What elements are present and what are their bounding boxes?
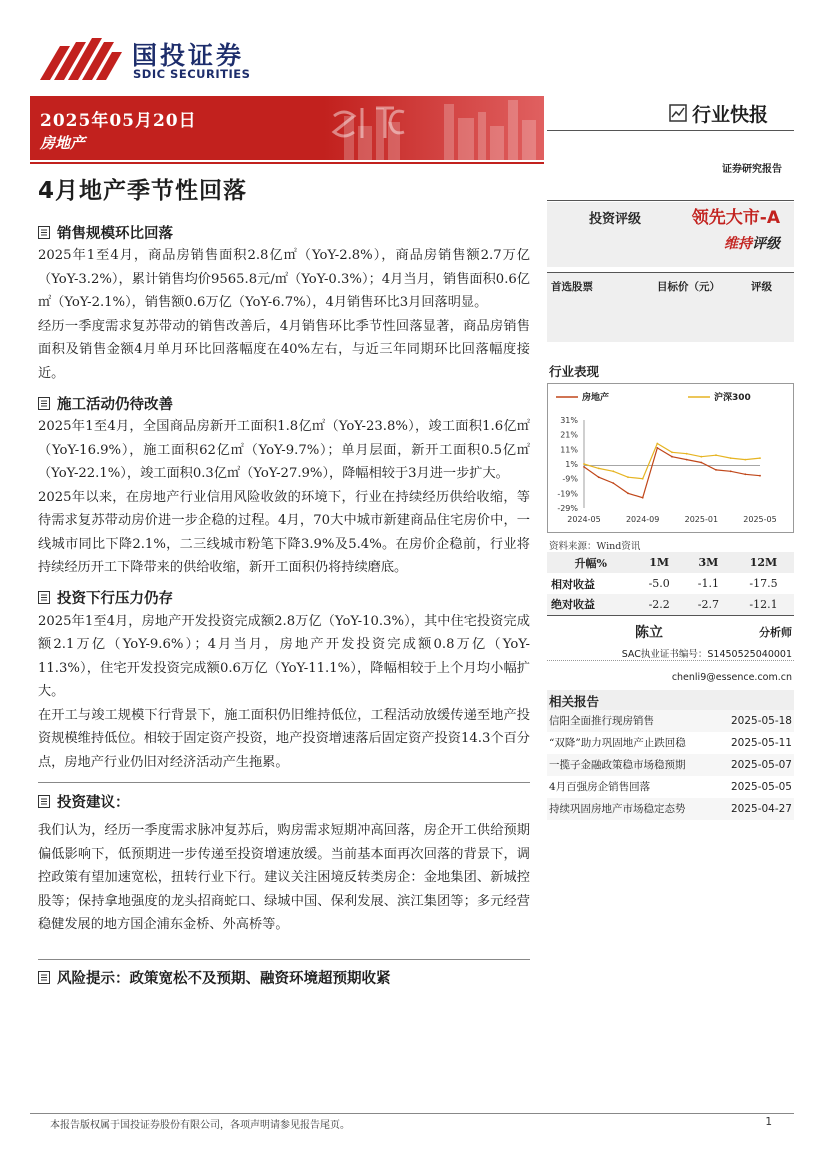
data-point bbox=[686, 459, 688, 461]
chart-source: 资料来源：Wind资讯 bbox=[549, 541, 641, 552]
data-point bbox=[730, 457, 732, 459]
section-heading-text: 施工活动仍待改善 bbox=[57, 396, 173, 413]
data-point bbox=[759, 457, 761, 459]
section-heading-text: 销售规模环比回落 bbox=[57, 225, 173, 242]
logo-english-name: SDIC SECURITIES bbox=[133, 67, 251, 81]
performance-chart bbox=[547, 383, 794, 533]
y-tick-label: -29% bbox=[557, 504, 578, 513]
y-tick-label: 11% bbox=[560, 445, 578, 455]
data-point bbox=[700, 462, 702, 464]
rating-panel-rule bbox=[547, 200, 794, 201]
x-tick-label: 2024-09 bbox=[625, 515, 660, 524]
line-chart-icon bbox=[669, 104, 687, 122]
paragraph: 经历一季度需求复苏带动的销售改善后，4月销售环比季节性回落显著，商品房销售面积及销售金额4月单月环比回落幅度在40%左右，与近三年同期环比回落幅度接近。 bbox=[38, 318, 530, 381]
table-row bbox=[547, 573, 794, 594]
y-tick-label: 21% bbox=[560, 430, 578, 440]
data-point bbox=[598, 476, 600, 478]
page-number: 1 bbox=[765, 1116, 772, 1128]
row-label: 相对收益 bbox=[551, 577, 595, 591]
table-cell: -2.7 bbox=[684, 594, 733, 615]
data-point bbox=[656, 443, 658, 445]
y-tick-label: 31% bbox=[560, 416, 578, 425]
section-heading-sales bbox=[38, 220, 530, 244]
analyst-email: chenli9@essence.com.cn bbox=[671, 672, 792, 683]
data-point bbox=[744, 473, 746, 475]
paragraph: 2025年1至4月，全国商品房新开工面积1.8亿㎡（YoY-23.8%），竣工面积1.6亿㎡（YoY-16.9%），施工面积62亿㎡（YoY-9.7%）；单月层面，新开工面积0.5亿㎡（YoY-22.1%），竣工面积0.3亿㎡（YoY-27.9%），降幅相较于3月进一步扩大。 bbox=[38, 419, 530, 481]
rating-status-suffix: 评级 bbox=[752, 236, 780, 252]
legend-label: 房地产 bbox=[582, 393, 610, 403]
table-cell: -12.1 bbox=[733, 594, 794, 615]
picks-column-stock: 首选股票 bbox=[551, 281, 593, 293]
section-heading-advice bbox=[38, 789, 530, 813]
report-kind: 证券研究报告 bbox=[722, 164, 782, 175]
footer-disclaimer: 本报告版权属于国投证券股份有限公司，各项声明请参见报告尾页。 bbox=[50, 1120, 350, 1131]
x-tick-label: 2025-01 bbox=[684, 515, 719, 524]
section-divider bbox=[38, 782, 530, 783]
data-point bbox=[612, 470, 614, 472]
table-cell: -5.0 bbox=[648, 577, 670, 590]
data-point bbox=[744, 459, 746, 461]
performance-title: 行业表现 bbox=[547, 360, 794, 384]
report-type-text: 行业快报 bbox=[692, 104, 769, 126]
data-point bbox=[700, 456, 702, 458]
table-header: 3M bbox=[684, 552, 733, 573]
logo-stripes-icon bbox=[40, 36, 122, 80]
data-point bbox=[671, 456, 673, 458]
data-point bbox=[627, 476, 629, 478]
table-cell: -1.1 bbox=[697, 577, 719, 590]
related-report-item[interactable] bbox=[547, 798, 794, 820]
section-heading-investment bbox=[38, 586, 530, 610]
x-tick-label: 2024-05 bbox=[567, 515, 601, 524]
report-sector: 房地产 bbox=[40, 134, 86, 152]
paragraph: 2025年以来，在房地产行业信用风险收敛的环境下，行业在持续经历供给收缩，等待需求复苏带动房价进一步企稳的过程。4月，70大中城市新建商品住宅房价中，一线城市同比下降2.1%，二三线城市粉笔下降3.9%及5.4%。在房价企稳前，行业将持续经历开工下降带来的供给收缩，新开工面积仍将持续磨底。 bbox=[38, 489, 530, 575]
table-cell: -2.2 bbox=[635, 594, 684, 615]
y-tick-label: -9% bbox=[562, 474, 578, 484]
table-header-row bbox=[547, 552, 794, 573]
related-report-name: 持续巩固房地产市场稳定态势 bbox=[549, 803, 686, 815]
table-header: 升幅% bbox=[547, 552, 635, 573]
table-header: 12M bbox=[733, 552, 794, 573]
related-report-item[interactable] bbox=[547, 754, 794, 776]
section-heading-construction bbox=[38, 391, 530, 415]
data-point bbox=[642, 478, 644, 480]
document-icon bbox=[38, 591, 50, 604]
banner-skyline-decoration bbox=[324, 96, 544, 160]
data-point bbox=[627, 492, 629, 494]
y-tick-label: 1% bbox=[565, 460, 578, 469]
analyst-certificate: SAC执业证书编号：S1450525040001 bbox=[621, 649, 792, 660]
data-point bbox=[642, 497, 644, 499]
rating-label: 投资评级 bbox=[589, 212, 642, 227]
series-line bbox=[584, 448, 760, 498]
analyst-divider bbox=[547, 660, 794, 661]
company-logo bbox=[40, 34, 270, 82]
footer-divider bbox=[30, 1113, 794, 1114]
related-reports-title: 相关报告 bbox=[547, 690, 794, 714]
related-report-date: 2025-04-27 bbox=[730, 803, 792, 815]
related-report-name: 4月百强房企销售回落 bbox=[549, 781, 651, 793]
section-spacer bbox=[38, 937, 530, 951]
report-type-underline bbox=[547, 130, 794, 131]
paragraph: 我们认为，经历一季度需求脉冲复苏后，购房需求短期冲高回落，房企开工供给预期偏低影响下，低预期进一步传递至投资增速放缓。当前基本面再次回落的背景下，调控政策有望加速宽松，扭转行业下行。建议关注困境反转类房企：金地集团、新城控股等；保持拿地强度的龙头招商蛇口、绿城中国、保利发展、滨江集团等；多元经营稳健发展的地方国企浦东金桥、外高桥等。 bbox=[38, 823, 530, 932]
related-report-date: 2025-05-07 bbox=[730, 759, 792, 771]
banner-underline bbox=[30, 162, 544, 164]
data-point bbox=[686, 453, 688, 455]
data-point bbox=[671, 451, 673, 453]
related-report-item[interactable] bbox=[547, 776, 794, 798]
rating-status bbox=[724, 233, 780, 253]
legend-label: 沪深300 bbox=[714, 393, 751, 403]
document-icon bbox=[38, 397, 50, 410]
related-report-name: 信阳全面推行现房销售 bbox=[549, 715, 654, 727]
paragraph: 在开工与竣工规模下行背景下，施工面积仍旧维持低位，工程活动放缓传递至地产投资规模维持低位。相较于固定资产投资，地产投资增速落后固定资产投资14.3个百分点，房地产行业仍旧对经济活动产生拖累。 bbox=[38, 707, 530, 770]
section-divider bbox=[38, 959, 530, 960]
related-report-date: 2025-05-18 bbox=[730, 715, 792, 727]
document-icon bbox=[38, 971, 50, 984]
paragraph: 2025年1至4月，商品房销售面积2.8亿㎡（YoY-2.8%），商品房销售额2.7万亿（YoY-3.2%），累计销售均价9565.8元/㎡（YoY-0.3%）；4月当月，销售面积0.6亿㎡（YoY-2.1%），销售额0.6万亿（YoY-6.7%），4月销售环比3月回落明显。 bbox=[38, 248, 530, 310]
data-point bbox=[583, 463, 585, 465]
page-title: 4月地产季节性回落 bbox=[38, 178, 248, 204]
series-line bbox=[584, 444, 760, 479]
data-point bbox=[715, 469, 717, 471]
report-body bbox=[38, 220, 530, 990]
rating-panel-top bbox=[547, 182, 794, 202]
data-point bbox=[598, 468, 600, 470]
related-report-name: 一揽子金融政策稳市场稳预期 bbox=[549, 759, 686, 771]
table-cell: -17.5 bbox=[749, 577, 778, 590]
logo-chinese-name: 国投证券 bbox=[132, 41, 245, 70]
data-point bbox=[583, 466, 585, 468]
related-report-name: “双降”助力巩固地产止跌回稳 bbox=[549, 737, 686, 749]
section-heading-text: 风险提示：政策宽松不及预期、融资环境超预期收紧 bbox=[57, 971, 391, 987]
section-heading-text: 投资下行压力仍存 bbox=[57, 591, 173, 607]
section-heading-risk bbox=[38, 966, 530, 990]
rating-status-keyword: 维持 bbox=[724, 236, 752, 252]
related-report-date: 2025-05-05 bbox=[730, 781, 792, 793]
related-report-item[interactable] bbox=[547, 710, 794, 732]
analyst-role: 分析师 bbox=[759, 626, 792, 639]
document-icon bbox=[38, 226, 50, 239]
data-point bbox=[759, 475, 761, 477]
report-date: 2025年05月20日 bbox=[40, 111, 197, 131]
performance-table bbox=[547, 552, 794, 616]
section-heading-text: 投资建议： bbox=[57, 794, 130, 811]
date-banner bbox=[30, 96, 544, 160]
row-label: 绝对收益 bbox=[547, 594, 635, 615]
report-type-label bbox=[664, 98, 794, 128]
y-tick-label: -19% bbox=[557, 489, 578, 499]
performance-chart-svg bbox=[548, 384, 793, 532]
x-tick-label: 2025-05 bbox=[743, 515, 777, 524]
related-report-date: 2025-05-11 bbox=[730, 737, 792, 749]
data-point bbox=[715, 454, 717, 456]
data-point bbox=[612, 482, 614, 484]
related-reports-list bbox=[547, 710, 794, 820]
data-point bbox=[730, 470, 732, 472]
table-row bbox=[547, 594, 794, 615]
picks-column-target: 目标价（元） bbox=[657, 281, 720, 293]
picks-column-rating: 评级 bbox=[751, 281, 772, 293]
analyst-name: 陈立 bbox=[635, 625, 663, 641]
rating-value: 领先大市-A bbox=[691, 208, 780, 228]
table-header: 1M bbox=[635, 552, 684, 573]
related-report-item[interactable] bbox=[547, 732, 794, 754]
paragraph: 2025年1至4月，房地产开发投资完成额2.8万亿（YoY-10.3%），其中住宅投资完成额2.1万亿（YoY-9.6%）；4月当月，房地产开发投资完成额0.8万亿（YoY-11.3%），住宅开发投资完成额0.6万亿（YoY-11.1%），降幅相较于上个月均小幅扩大。 bbox=[38, 613, 530, 699]
document-icon bbox=[38, 795, 50, 808]
top-picks-panel bbox=[547, 272, 794, 342]
data-point bbox=[656, 447, 658, 449]
